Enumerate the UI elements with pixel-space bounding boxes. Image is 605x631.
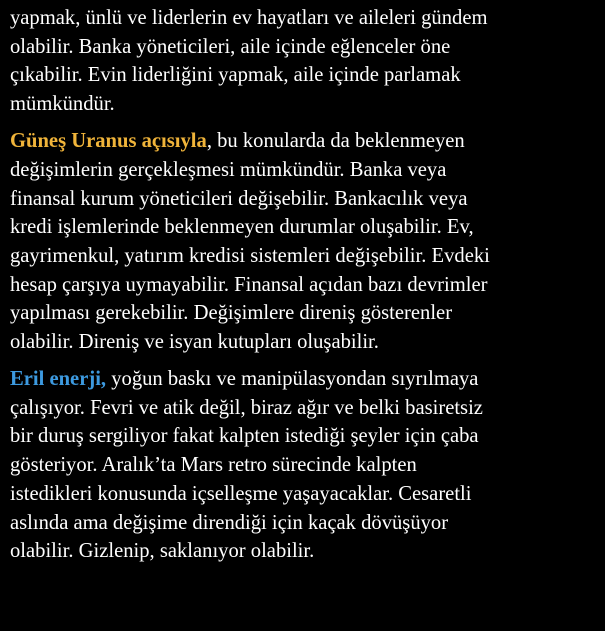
text-line: istedikleri konusunda içselleşme yaşayacaklar. Cesaretli <box>10 482 472 505</box>
text-line: değişimlerin gerçekleşmesi mümkündür. Banka veya <box>10 158 447 181</box>
paragraph-3 <box>10 365 602 566</box>
text-line: finansal kurum yöneticileri değişebilir. Bankacılık veya <box>10 187 468 210</box>
text-line-rest: , bu konularda da beklenmeyen <box>206 130 465 153</box>
text-line: kredi işlemlerinde beklenmeyen durumlar oluşabilir. Ev, <box>10 216 474 239</box>
text-line: gösteriyor. Aralık’ta Mars retro sürecinde kalpten <box>10 454 417 477</box>
text-line: olabilir. Banka yöneticileri, aile içinde eğlenceler öne <box>10 35 451 58</box>
text-line: yapılması gerekebilir. Değişimlere direniş gösterenler <box>10 302 453 325</box>
text-line: olabilir. Gizlenip, saklanıyor olabilir. <box>10 540 315 563</box>
text-line <box>10 127 602 156</box>
text-line: hesap çarşıya uymayabilir. Finansal açıdan bazı devrimler <box>10 273 488 296</box>
text-line: yapmak, ünlü ve liderlerin ev hayatları ve aileleri gündem <box>10 7 488 29</box>
text-line <box>10 365 602 394</box>
highlight-sun-uranus: Güneş Uranus açısıyla <box>10 130 207 153</box>
paragraph-1 <box>10 4 602 119</box>
document-body <box>10 4 602 574</box>
text-line: aslında ama değişime direndiği için kaçak dövüşüyor <box>10 511 449 534</box>
text-line: gayrimenkul, yatırım kredisi sistemleri değişebilir. Evdeki <box>10 244 490 267</box>
highlight-masculine-energy: Eril enerji, <box>10 368 107 391</box>
text-line: bir duruş sergiliyor fakat kalpten istediği şeyler için çaba <box>10 425 479 448</box>
text-line-rest: yoğun baskı ve manipülasyondan sıyrılmaya <box>106 368 479 391</box>
text-line: mümkündür. <box>10 93 115 116</box>
text-line: olabilir. Direniş ve isyan kutupları oluşabilir. <box>10 331 379 354</box>
paragraph-2 <box>10 127 602 357</box>
text-line: çalışıyor. Fevri ve atik değil, biraz ağır ve belki basiretsiz <box>10 396 483 419</box>
text-line: çıkabilir. Evin liderliğini yapmak, aile içinde parlamak <box>10 64 461 87</box>
